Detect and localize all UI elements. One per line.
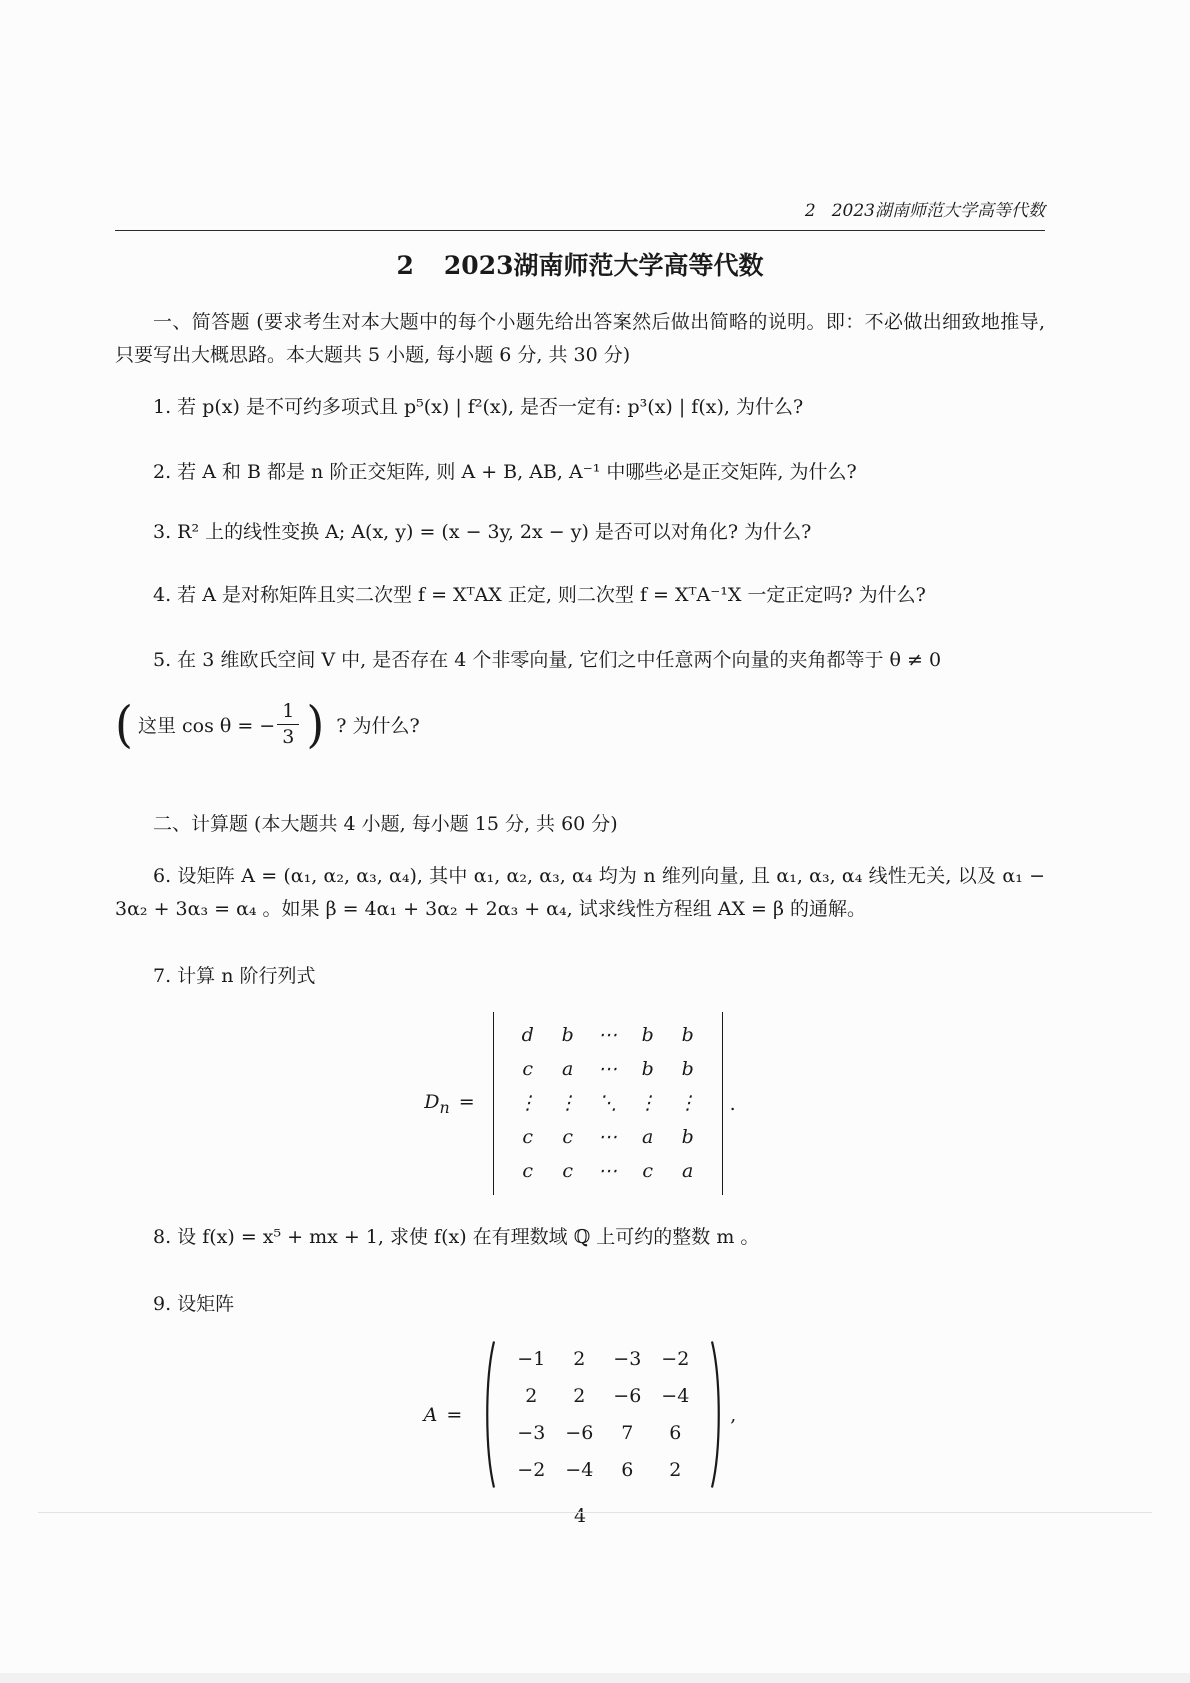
fraction bbox=[277, 699, 299, 749]
footer-rule bbox=[38, 1512, 1152, 1513]
matrix-cell: 7 bbox=[621, 1422, 634, 1444]
det-cell: d bbox=[521, 1024, 534, 1046]
running-header bbox=[115, 196, 1045, 230]
fraction-numerator: 1 bbox=[277, 699, 299, 725]
running-header-number: 2 bbox=[804, 201, 816, 221]
determinant-period: . bbox=[729, 1092, 736, 1115]
question-5-suffix: ? 为什么? bbox=[336, 714, 420, 737]
matrix-cell: 6 bbox=[669, 1422, 682, 1444]
det-cell: ⋯ bbox=[598, 1024, 618, 1046]
det-cell: b bbox=[681, 1024, 694, 1046]
det-cell: c bbox=[522, 1160, 533, 1182]
page-title-number: 2 bbox=[396, 251, 414, 280]
det-cell: b bbox=[641, 1024, 654, 1046]
det-cell: c bbox=[522, 1058, 533, 1080]
determinant-symbol: D bbox=[424, 1090, 440, 1113]
det-cell: a bbox=[561, 1058, 574, 1080]
det-cell: a bbox=[641, 1126, 654, 1148]
det-cell: ⋮ bbox=[558, 1092, 578, 1114]
determinant-display bbox=[115, 1012, 1045, 1195]
matrix-grid bbox=[497, 1340, 709, 1489]
section1-intro: 一、简答题 (要求考生对本大题中的每个小题先给出答案然后做出简略的说明。即：不必做出细致地推导, 只要写出大概思路。本大题共 5 小题, 每小题 6 分, 共 30 分) bbox=[115, 311, 1045, 366]
matrix-symbol: A bbox=[423, 1403, 438, 1426]
determinant-label bbox=[424, 1091, 474, 1117]
matrix-cell: −2 bbox=[517, 1459, 546, 1481]
det-cell: b bbox=[641, 1058, 654, 1080]
page-title bbox=[115, 246, 1045, 282]
left-paren-glyph: ( bbox=[115, 694, 133, 754]
determinant-subscript: n bbox=[439, 1097, 450, 1117]
det-cell: ⋯ bbox=[598, 1160, 618, 1182]
det-cell: b bbox=[681, 1058, 694, 1080]
question-5-line2 bbox=[115, 696, 1045, 752]
matrix-label bbox=[424, 1404, 463, 1426]
right-paren-glyph: ) bbox=[306, 694, 325, 754]
det-cell: ⋯ bbox=[598, 1058, 618, 1080]
matrix-right-paren bbox=[709, 1340, 724, 1489]
question-9: 9. 设矩阵 bbox=[153, 1293, 235, 1315]
matrix-cell: 2 bbox=[669, 1459, 682, 1481]
question-3: 3. R² 上的线性变换 A; A(x, y) = (x − 3y, 2x − y) 是否可以对角化? 为什么? bbox=[153, 521, 812, 543]
page-number: 4 bbox=[573, 1505, 587, 1527]
question-7: 7. 计算 n 阶行列式 bbox=[153, 965, 316, 987]
det-cell: c bbox=[562, 1160, 573, 1182]
det-cell: ⋮ bbox=[678, 1092, 698, 1114]
page-title-text: 2023湖南师范大学高等代数 bbox=[443, 251, 764, 280]
det-cell: c bbox=[642, 1160, 653, 1182]
matrix-cell: 6 bbox=[621, 1459, 634, 1481]
matrix-cell: −6 bbox=[613, 1385, 642, 1407]
det-cell: ⋮ bbox=[518, 1092, 538, 1114]
question-5-paren-text: 这里 cos θ = − bbox=[137, 714, 276, 737]
matrix-cell: −1 bbox=[517, 1348, 546, 1370]
det-cell: b bbox=[681, 1126, 694, 1148]
matrix-left-paren bbox=[482, 1340, 497, 1489]
question-5-line1: 5. 在 3 维欧氏空间 V 中, 是否存在 4 个非零向量, 它们之中任意两个向量的夹角都等于 θ ≠ 0 bbox=[153, 649, 942, 671]
matrix-cell: −2 bbox=[661, 1348, 690, 1370]
matrix-cell: 2 bbox=[525, 1385, 538, 1407]
matrix-body bbox=[482, 1340, 724, 1489]
determinant-grid bbox=[508, 1021, 708, 1186]
determinant-equals: = bbox=[458, 1090, 475, 1113]
scan-edge bbox=[0, 1673, 1190, 1683]
det-cell: c bbox=[522, 1126, 533, 1148]
question-1: 1. 若 p(x) 是不可约多项式且 p⁵(x) | f²(x), 是否一定有: p³(x) | f(x), 为什么? bbox=[153, 396, 804, 418]
header-rule bbox=[115, 230, 1045, 231]
section2-heading: 二、计算题 (本大题共 4 小题, 每小题 15 分, 共 60 分) bbox=[153, 813, 618, 835]
matrix-cell: −4 bbox=[565, 1459, 594, 1481]
det-cell: ⋯ bbox=[598, 1126, 618, 1148]
matrix-cell: −3 bbox=[613, 1348, 642, 1370]
det-cell: ⋮ bbox=[638, 1092, 658, 1114]
question-2: 2. 若 A 和 B 都是 n 阶正交矩阵, 则 A + B, AB, A⁻¹ 中哪些必是正交矩阵, 为什么? bbox=[153, 461, 857, 483]
running-header-title: 2023湖南师范大学高等代数 bbox=[831, 201, 1045, 221]
question-8: 8. 设 f(x) = x⁵ + mx + 1, 求使 f(x) 在有理数域 ℚ 上可约的整数 m 。 bbox=[153, 1226, 760, 1248]
question-6: 6. 设矩阵 A = (α₁, α₂, α₃, α₄), 其中 α₁, α₂, α₃, α₄ 均为 n 维列向量, 且 α₁, α₃, α₄ 线性无关, 以及 α₁ − 3α₂ + 3α₃ = α₄ 。如果 β = 4α₁ + 3α₂ + 2α₃ + α₄, 试求线性方程组 AX = β 的通解。 bbox=[115, 865, 1045, 920]
matrix-display bbox=[115, 1340, 1045, 1489]
matrix-cell: −6 bbox=[565, 1422, 594, 1444]
matrix-cell: 2 bbox=[573, 1348, 586, 1370]
determinant-bars bbox=[493, 1012, 723, 1195]
matrix-cell: −3 bbox=[517, 1422, 546, 1444]
det-cell: c bbox=[562, 1126, 573, 1148]
matrix-equals: = bbox=[446, 1403, 463, 1426]
det-cell: a bbox=[681, 1160, 694, 1182]
det-cell: b bbox=[561, 1024, 574, 1046]
matrix-cell: −4 bbox=[661, 1385, 690, 1407]
matrix-comma: , bbox=[730, 1403, 737, 1426]
det-cell: ⋱ bbox=[598, 1092, 618, 1114]
fraction-denominator: 3 bbox=[282, 725, 295, 748]
matrix-cell: 2 bbox=[573, 1385, 586, 1407]
question-4: 4. 若 A 是对称矩阵且实二次型 f = XᵀAX 正定, 则二次型 f = XᵀA⁻¹X 一定正定吗? 为什么? bbox=[153, 584, 926, 606]
